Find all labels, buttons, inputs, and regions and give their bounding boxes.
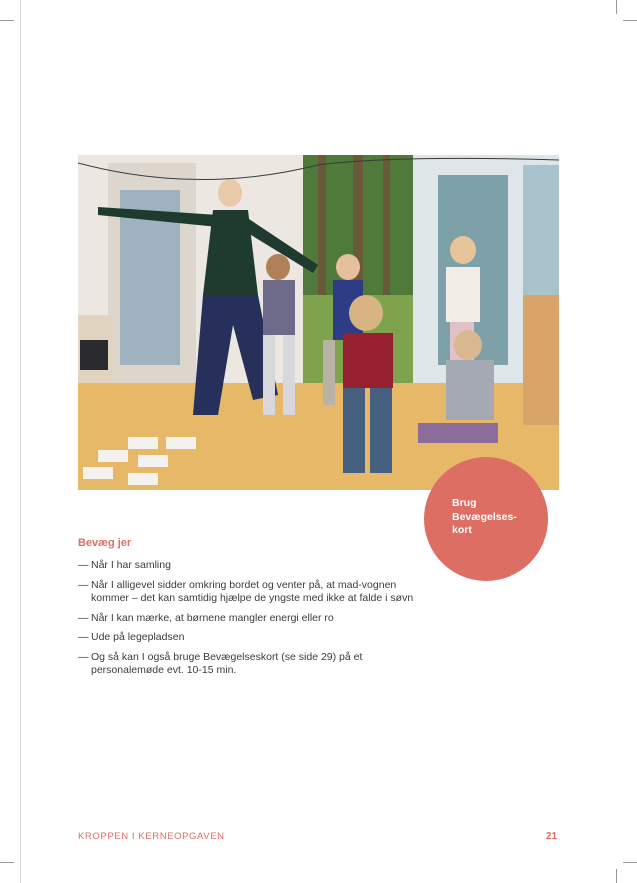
bullet-dash: — (78, 578, 89, 591)
crop-mark (616, 869, 617, 883)
crop-mark (623, 862, 637, 863)
crop-mark (0, 20, 14, 21)
list-item-text: Når I alligevel sidder omkring bordet og venter på, at mad-vognen kommer – det kan samtidig hjælpe de yngste med ikke at falde i søvn (91, 578, 414, 604)
photo-image (78, 155, 559, 490)
list-item (78, 559, 418, 573)
badge-text (452, 497, 532, 538)
list-item-text: Og så kan I også bruge Bevægelseskort (se side 29) på et personalemøde evt. 10-15 min. (91, 650, 363, 676)
crop-mark (623, 20, 637, 21)
page-number: 21 (546, 831, 558, 842)
bullet-list (78, 559, 418, 684)
badge-line: kort (452, 524, 472, 536)
list-item-text: Når I kan mærke, at børnene mangler energi eller ro (91, 611, 334, 624)
list-item (78, 579, 418, 606)
crop-mark (616, 0, 617, 14)
badge-line: Bevægelses- (452, 510, 517, 523)
crop-mark (0, 862, 14, 863)
section-heading: Bevæg jer (78, 537, 132, 549)
bullet-dash: — (78, 650, 89, 663)
footer-title: KROPPEN I KERNEOPGAVEN (78, 831, 225, 842)
bullet-dash: — (78, 611, 89, 624)
page-edge (20, 0, 21, 883)
bullet-dash: — (78, 631, 89, 643)
list-item (78, 612, 418, 626)
badge-circle (424, 457, 548, 581)
badge-line: Brug (452, 497, 477, 509)
list-item-text: Når I har samling (91, 559, 171, 571)
list-item-text: Ude på legepladsen (91, 631, 185, 643)
bullet-dash: — (78, 559, 89, 571)
list-item (78, 651, 418, 678)
list-item (78, 631, 418, 645)
